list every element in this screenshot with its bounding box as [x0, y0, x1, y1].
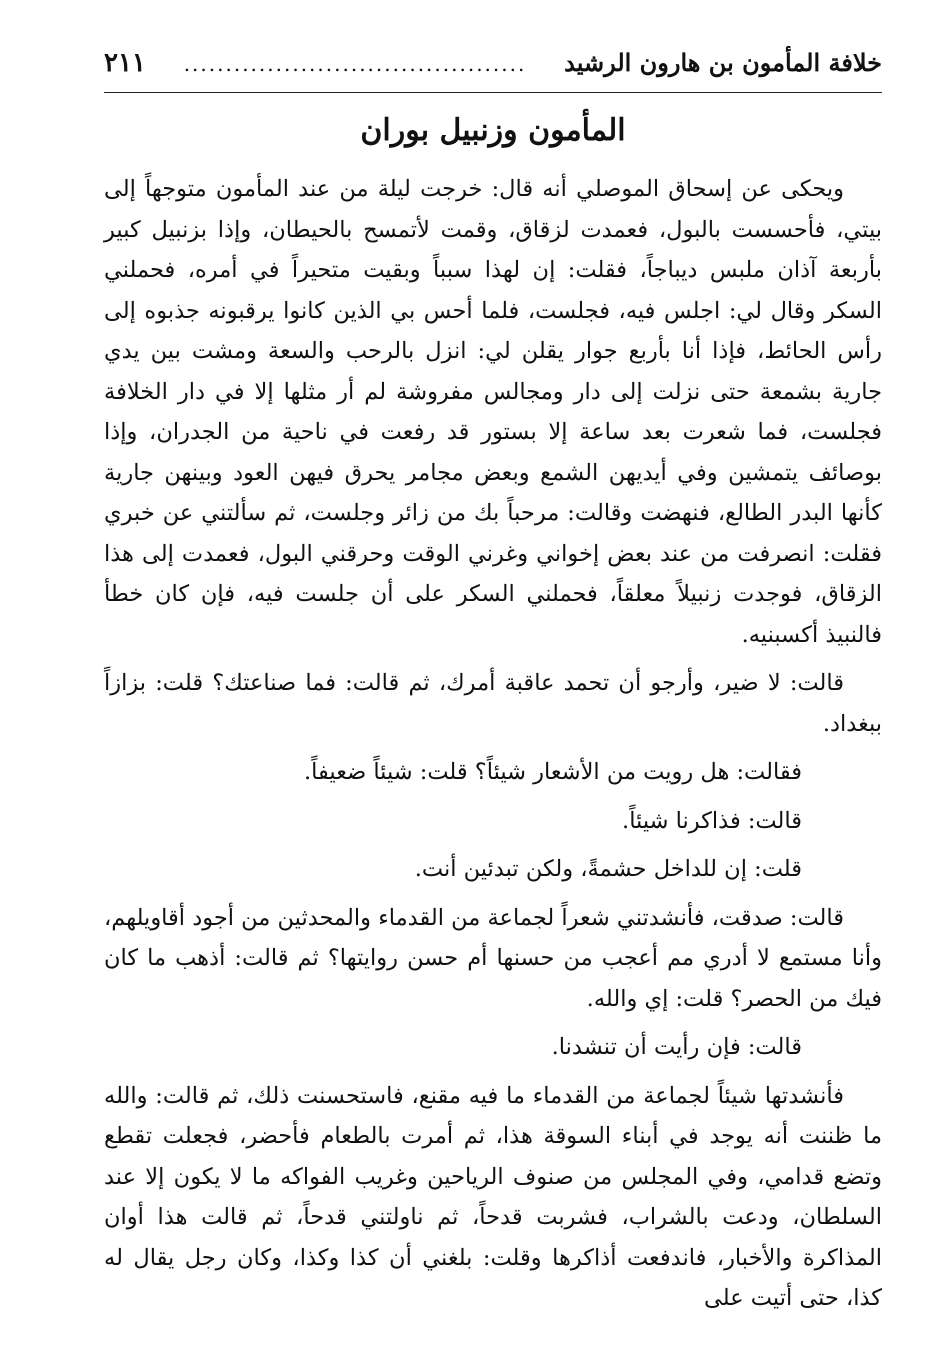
page-number: ٢١١ [104, 48, 146, 78]
header-rule [104, 92, 882, 93]
running-header [104, 48, 882, 92]
paragraph-6: قالت: صدقت، فأنشدتني شعراً لجماعة من القدماء والمحدثين من أجود أقاويلهم، وأنا مستمع لا أدري مم أعجب من حسنها أم حسن روايتها؟ ثم قالت: أذهب ما كان فيك من الحصر؟ قلت: إي والله. [104, 904, 882, 1012]
paragraph-4: قالت: فذاكرنا شيئاً. [622, 807, 802, 834]
paragraph-8: فأنشدتها شيئاً لجماعة من القدماء ما فيه مقنع، فاستحسنت ذلك، ثم قالت: والله ما ظننت أنه يوجد في أبناء السوقة هذا، ثم أمرت بالطعام فأحضر، فجعلت تقطع وتضع قدامي، وفي المجلس من صنوف الرياحين وغريب الفواكه ما لا يكون إلا عند السلطان، ودعت بالشراب، فشربت قدحاً، ثم ناولتني قدحاً، ثم قالت هذا أوان المذاكرة والأخبار، فاندفعت أذاكرها وقلت: بلغني أن كذا وكذا، وكان رجل يقال له كذا، حتى أتيت على [104, 1082, 882, 1311]
paragraph-1: ويحكى عن إسحاق الموصلي أنه قال: خرجت ليلة من عند المأمون متوجهاً إلى بيتي، فأحسست بالبول، فعمدت لزقاق، وقمت لأتمسح بالحيطان، وإذا بزنبيل كبير بأربعة آذان ملبس ديباجاً، فقلت: إن لهذا سبباً وبقيت متحيراً في أمره، فحملني السكر وقال لي: اجلس فيه، فجلست، فلما أحس بي الذين كانوا يرقبونه جذبوه إلى رأس الحائط، فإذا أنا بأربع جوار يقلن لي: انزل بالرحب والسعة ومشت بين يدي جارية بشمعة حتى نزلت إلى دار ومجالس مفروشة لم أر مثلها إلا في دار الخلافة فجلست، فما شعرت بعد ساعة إلا بستور قد رفعت في ناحية من الجدران، وإذا بوصائف يتمشين وفي أيديهن الشمع وبعض مجامر يحرق فيهن العود وبينهن جارية كأنها البدر الطالع، فنهضت وقالت: مرحباً بك من زائر وجلست، ثم سألتني عن خبري فقلت: انصرفت من عند بعض إخواني وغرني الوقت وحرقني البول، فعمدت إلى هذا الزقاق، فوجدت زنبيلاً معلقاً، فحملني السكر على أن جلست فيه، فإن كان خطأ فالنبيذ أكسبنيه. [104, 176, 882, 648]
paragraph-2: قالت: لا ضير، وأرجو أن تحمد عاقبة أمرك، ثم قالت: فما صناعتك؟ قلت: بزازاً ببغداد. [104, 670, 882, 737]
body-text [104, 169, 882, 1319]
chapter-title: المأمون وزنبيل بوران [360, 113, 626, 148]
paragraph-5: قلت: إن للداخل حشمةً، ولكن تبدئين أنت. [414, 856, 802, 882]
header-leader-dots: ......................................... [183, 52, 527, 76]
paragraph-3: فقالت: هل رويت من الأشعار شيئاً؟ قلت: شيئاً ضعيفاً. [304, 759, 802, 785]
book-page [104, 48, 882, 1348]
running-title: خلافة المأمون بن هارون الرشيد [564, 48, 882, 77]
paragraph-7: قالت: فإن رأيت أن تنشدنا. [551, 1034, 802, 1060]
